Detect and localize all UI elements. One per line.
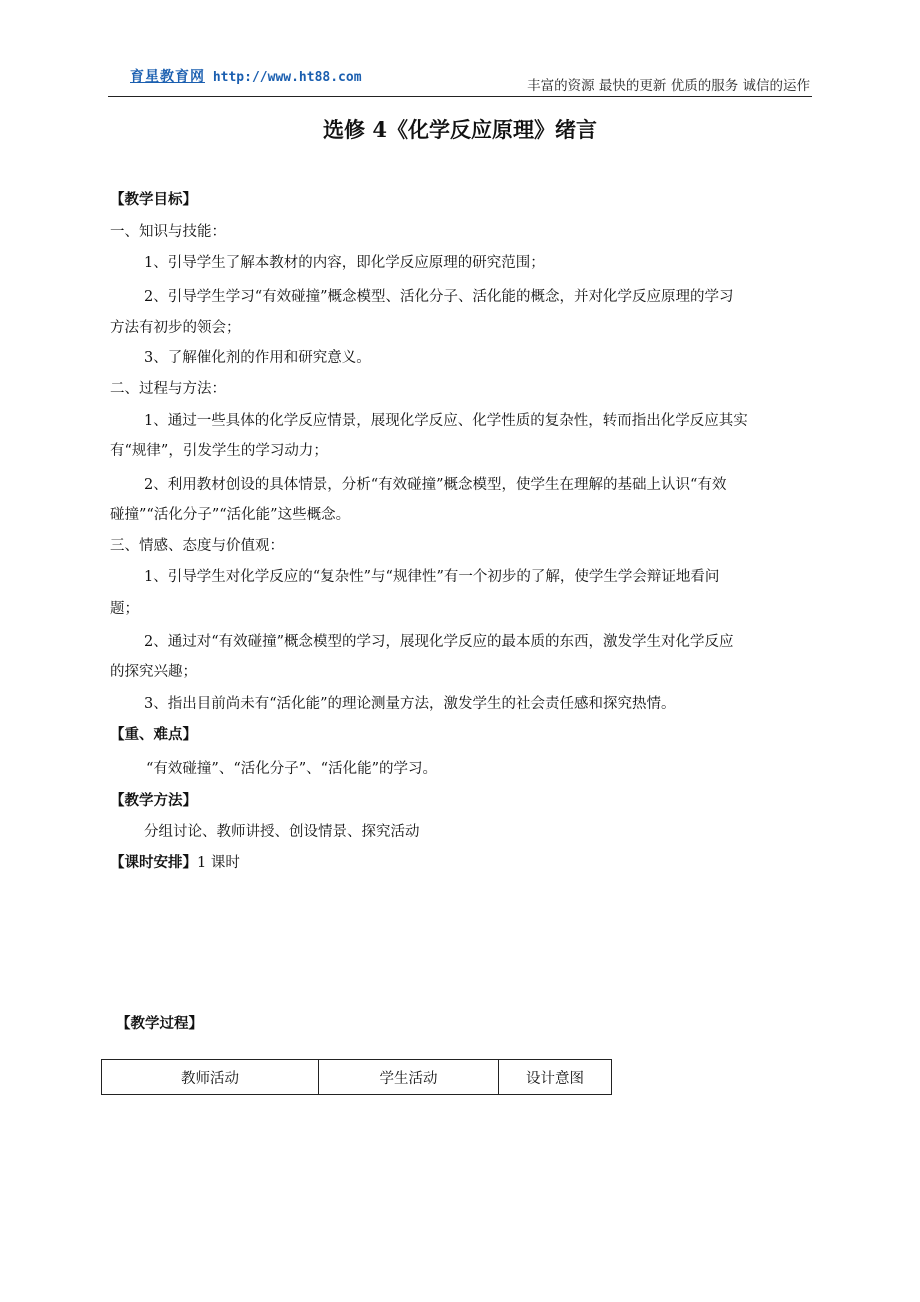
- page-header: [108, 62, 812, 97]
- key-points-text: “有效碰撞”、“活化分子”、“活化能”的学习。: [146, 761, 437, 777]
- knowledge-item-3: 3、了解催化剂的作用和研究意义。: [144, 350, 371, 366]
- attitude-item-2-line-2: 的探究兴趣；: [110, 664, 197, 680]
- attitude-item-1-line-1: 1、引导学生对化学反应的“复杂性”与“规律性”有一个初步的了解，使学生学会辩证地看问: [144, 569, 720, 585]
- attitude-item-2-line-1: 2、通过对“有效碰撞”概念模型的学习，展现化学反应的最本质的东西，激发学生对化学反应: [144, 634, 734, 650]
- process-heading: 【教学过程】: [116, 1015, 203, 1032]
- methods-heading: 【教学方法】: [110, 792, 197, 809]
- key-points-heading: 【重、难点】: [110, 726, 197, 743]
- schedule: [110, 853, 240, 873]
- logo-url[interactable]: http://www.ht88.com: [212, 70, 362, 85]
- process-item-2-line-1: 2、利用教材创设的具体情景，分析“有效碰撞”概念模型，使学生在理解的基础上认识“有效: [144, 477, 727, 493]
- process-item-1-line-2: 有“规律”，引发学生的学习动力；: [110, 443, 328, 459]
- methods-text: 分组讨论、教师讲授、创设情景、探究活动: [144, 824, 420, 840]
- section-process-heading: 二、过程与方法：: [110, 381, 226, 397]
- knowledge-item-2-line-1: 2、引导学生学习“有效碰撞”概念模型、活化分子、活化能的概念，并对化学反应原理的学习: [144, 289, 734, 305]
- logo-brand[interactable]: 育星教育网: [130, 69, 205, 85]
- process-item-2-line-2: 碰撞”“活化分子”“活化能”这些概念。: [110, 507, 351, 523]
- knowledge-item-2-line-2: 方法有初步的领会；: [110, 320, 241, 336]
- section-knowledge-heading: 一、知识与技能：: [110, 224, 226, 240]
- site-logo[interactable]: [130, 66, 362, 86]
- header-slogan: 丰富的资源 最快的更新 优质的服务 诚信的运作: [527, 78, 810, 94]
- table-header-row: [102, 1060, 612, 1095]
- process-table: [101, 1059, 612, 1095]
- column-teacher: 教师活动: [102, 1060, 319, 1095]
- attitude-item-3: 3、指出目前尚未有“活化能”的理论测量方法，激发学生的社会责任感和探究热情。: [144, 696, 676, 712]
- knowledge-item-1: 1、引导学生了解本教材的内容，即化学反应原理的研究范围；: [144, 255, 545, 271]
- schedule-text: 1 课时: [197, 855, 240, 871]
- column-student: 学生活动: [319, 1060, 499, 1095]
- process-item-1-line-1: 1、通过一些具体的化学反应情景，展现化学反应、化学性质的复杂性，转而指出化学反应其实: [144, 413, 748, 429]
- page-title: 选修 4《化学反应原理》绪言: [323, 117, 597, 142]
- attitude-item-1-line-2: 题；: [110, 601, 139, 617]
- section-attitude-heading: 三、情感、态度与价值观：: [110, 538, 284, 554]
- column-intent: 设计意图: [499, 1060, 612, 1095]
- objectives-heading: 【教学目标】: [110, 191, 197, 208]
- schedule-heading: 【课时安排】: [110, 854, 197, 871]
